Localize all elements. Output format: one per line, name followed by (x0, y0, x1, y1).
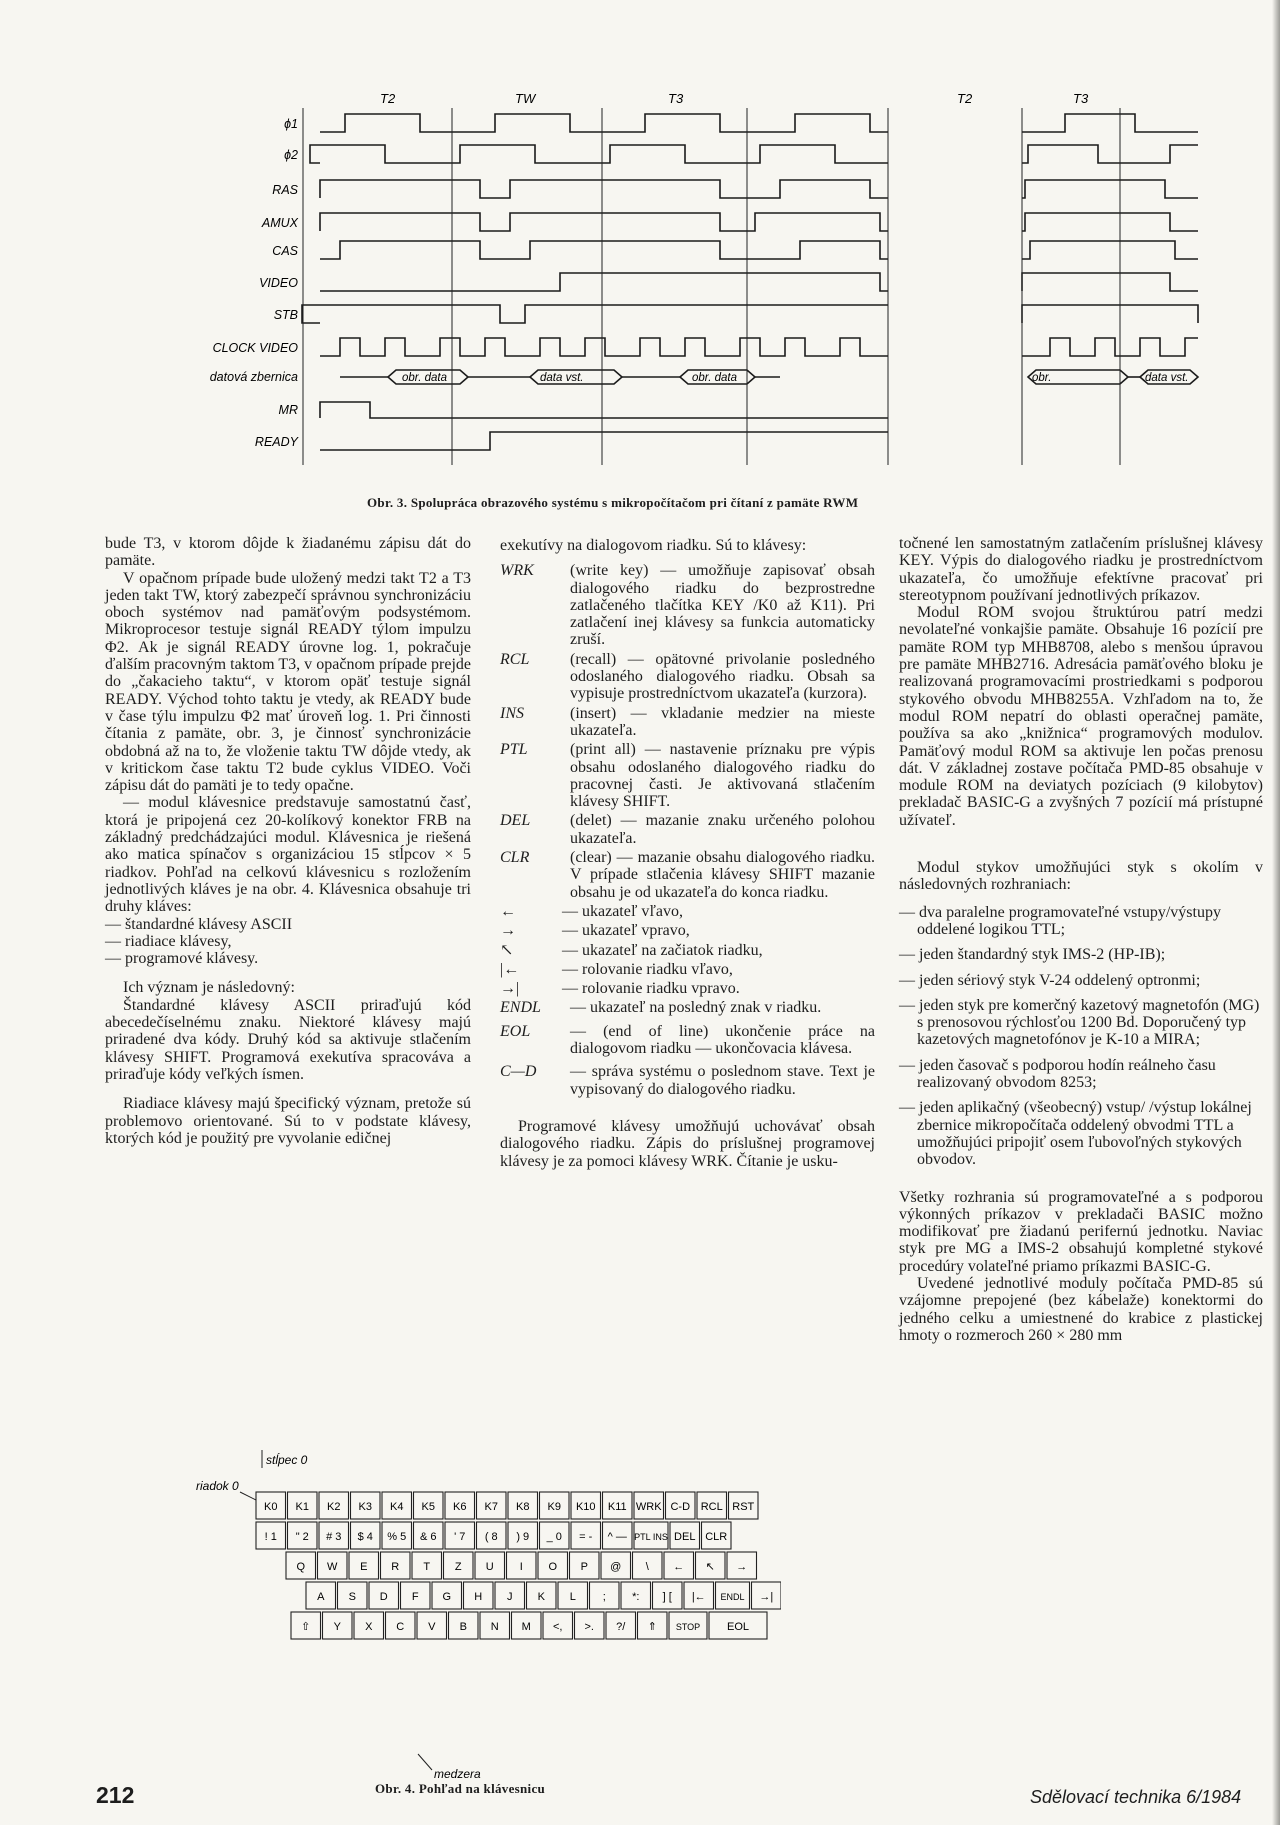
keyboard-key (558, 1582, 588, 1609)
key-label: I (519, 1561, 523, 1573)
col1-list-item: — riadiace klávesy, (105, 932, 232, 950)
col3-list-item: — jeden sériový styk V-24 oddelený optronmi; (899, 971, 1201, 989)
glossary-key: EOL (500, 1022, 531, 1040)
waveform (1022, 273, 1198, 291)
signal-label: CLOCK VIDEO (212, 341, 298, 355)
roll-right-icon: →| (500, 980, 520, 998)
key-label: D (379, 1591, 388, 1603)
key-label: ( 8 (484, 1531, 498, 1543)
keyboard-key (508, 1492, 538, 1519)
keyboard-key (382, 1522, 412, 1549)
key-label: K (537, 1591, 545, 1603)
arrow-entry-right (500, 922, 875, 939)
key-label: " 2 (295, 1531, 309, 1543)
key-label: = - (579, 1531, 593, 1543)
col3-paragraph-2: Modul ROM svojou štruktúrou patrí medzi nevolateľné vonkajšie pamäte. Obsahuje 16 pozícií pre pamäte ROM typ MHB8708, alebo s menšou úpravou pre pamäte MHB2716. Adresácia pamäťového bloku je realizovaná programovacími prostriedkami s podporou stykového obvodu MHB8255A. Vzhľadom na to, že modul ROM nepatrí do oblasti operačnej pamäte, používa sa ako „knižnica“ programových modulov. Pamäťový modul ROM sa aktivuje len počas prenosu dát. V základnej zostave počítača PMD-85 obsahuje v module ROM na deviatych pozíciach (9 kilobytov) prekladač BASIC-G a zvyšných 7 pozícií má prístupné užívateľ. (899, 604, 1263, 829)
keyboard-key (670, 1522, 700, 1549)
key-label: $ 4 (357, 1531, 373, 1543)
keyboard-key (729, 1492, 759, 1519)
col1-paragraph-6: Riadiace klávesy majú špecifický význam, pretože sú problemovo orientované. Sú to v podstate klávesy, ktorých kód je použitý pre vyvolanie edičnej (105, 1095, 471, 1147)
glossary-desc: (write key) — umožňuje zapisovať obsah dialogového riadku do bezprostredne zatlačeného tlačítka KEY /K0 až K11). Pri zatlačení inej klávesy sa funkcia automaticky zruší. (570, 562, 875, 649)
key-label: & 6 (419, 1531, 437, 1543)
keyboard-key (508, 1522, 538, 1549)
key-label: Y (333, 1621, 341, 1633)
keyboard-key (684, 1582, 714, 1609)
phase-labels (380, 91, 1089, 106)
signal-label: RAS (272, 183, 298, 197)
keyboard-key (256, 1492, 286, 1519)
keyboard-key (286, 1552, 316, 1579)
journal-name: Sdělovací technika 6/1984 (1030, 1787, 1242, 1807)
keyboard-key (666, 1492, 696, 1519)
key-label: RCL (700, 1501, 723, 1513)
row-label: riadok 0 (196, 1479, 239, 1493)
key-label: ENDL (720, 1592, 745, 1602)
col1-list-item: — programové klávesy. (105, 950, 259, 968)
col3-list-item: — jeden štandardný styk IMS-2 (HP-IB); (899, 946, 1166, 964)
phase-label: T2 (957, 91, 973, 106)
keyboard-key (601, 1552, 631, 1579)
arrow-desc: — ukazateľ vľavo, (562, 902, 683, 920)
key-label: ?/ (616, 1621, 626, 1633)
key-label: ' 7 (454, 1531, 466, 1543)
waveform (1022, 114, 1198, 132)
col3-list-item: — jeden časovač s podporou hodín reálneho času realizovaný obvodom 8253; (899, 1056, 1216, 1092)
keyboard-key (464, 1582, 494, 1609)
bus-label: data vst. (540, 372, 584, 384)
glossary-desc: (delet) — mazanie znaku určeného polohou ukazateľa. (570, 812, 875, 847)
glossary-entry-endl (500, 999, 875, 1016)
col3-paragraph-5: Uvedené jednotlivé moduly počítača PMD-85 sú vzájomne prepojené (bez kábelaže) konektormi do jedného celku a umiestnené do krabice z plastickej hmoty o rozmeroch 260 × 280 mm (899, 1274, 1263, 1344)
arrow-desc: — rolovanie riadku vľavo, (562, 960, 733, 978)
key-label: O (548, 1561, 558, 1573)
keyboard-key (512, 1612, 542, 1639)
key-label: ; (602, 1591, 606, 1603)
keyboard-key (543, 1612, 573, 1639)
key-label: K9 (547, 1501, 561, 1513)
col1-paragraph-2: V opačnom prípade bude uložený medzi takt T2 a T3 jeden takt TW, ktorý zabezpečí správnou synchronizáciu oboch systémov nad pamäťovým podsystémom. Mikroprocesor testuje signál READY týlom impulzu Φ2. Ak je signál READY úrovne log. 1, pokračuje ďalším pracovným taktom T3, v opačnom prípade prejde do „čakacieho taktu“, v ktorom opäť testuje signál READY. Východ tohto taktu je vtedy, ak READY bude v čase týlu impulzu Φ2 mať úroveň log. 1. Pri činnosti čítania z pamäte, obr. 3, je činnosť synchronizácie obdobná až na to, že vloženie taktu TW dôjde vtedy, ak v kritickom čase taktu T2 bude cyklus VIDEO. Voči zápisu dát do pamäti je to tedy opačne. (105, 569, 471, 795)
keyboard-key (480, 1612, 510, 1639)
key-label: B (459, 1621, 467, 1633)
bus-labels (402, 372, 1188, 384)
arrow-desc: — ukazateľ vpravo, (562, 922, 690, 940)
col3-list-item: — jeden styk pre komerčný kazetový magnetofón (MG) s prenosovou rýchlosťou 1200 Bd. Doporučený typ kazetových magnetofónov je K-10 a MIRA; (899, 996, 1260, 1049)
waveform (320, 241, 888, 259)
column-2 (500, 537, 875, 1170)
roll-left-icon: |← (500, 960, 520, 978)
waveform (310, 145, 888, 163)
figure3-caption: Obr. 3. Spolupráca obrazového systému s mikropočítačom pri čítaní z pamäte RWM (367, 495, 859, 510)
keyboard-key (351, 1522, 381, 1549)
keyboard-key (414, 1522, 444, 1549)
keyboard-key (633, 1552, 663, 1579)
phase-label: TW (515, 91, 536, 106)
key-label: ! 1 (264, 1531, 277, 1543)
scan-edge-shadow (1272, 0, 1280, 1825)
keyboard-key (571, 1492, 601, 1519)
key-label: K10 (575, 1501, 596, 1513)
keyboard-key (432, 1582, 462, 1609)
col1-paragraph-4: Ich význam je následovný: (123, 979, 295, 997)
col1-paragraph-5: Štandardné klávesy ASCII priraďujú kód abecedečíselnému znaku. Niektoré klávesy majú priradené dva kódy. Druhý kód sa aktivuje stlačením klávesy SHIFT. Programová exekutíva spracováva a priraďuje kódy veľkých ísmen. (105, 996, 471, 1083)
waveform (320, 180, 888, 198)
key-label: ^ — (607, 1531, 627, 1543)
waveform (1022, 213, 1198, 231)
key-label: K7 (484, 1501, 498, 1513)
keyboard-key (653, 1582, 683, 1609)
key-label: J (507, 1591, 513, 1603)
keyboard-key (306, 1582, 336, 1609)
key-label: @ (610, 1561, 622, 1573)
glossary-desc: — (end of line) ukončenie práce na dialogovom riadku — ukončovacia klávesa. (570, 1022, 875, 1058)
col3-paragraph-1: točnené len samostatným zatlačením príslušnej klávesy KEY. Výpis do dialogového riadku je prostredníctvom ukazateľa, čo umožňuje efektívne pracovať pri stereotypnom používaní jednotlivých príkazov. (899, 535, 1263, 604)
glossary-desc: (recall) — opätovné privolanie posledného odoslaného dialogového riadku. Obsah sa vypisuje prostredníctvom ukazateľa (kurzora). (570, 650, 875, 703)
keyboard-key (475, 1552, 505, 1579)
keyboard-key (319, 1522, 349, 1549)
keyboard-key (664, 1552, 694, 1579)
key-label: K3 (358, 1501, 372, 1513)
keyboard-diagram (196, 1448, 781, 1788)
signal-label: STB (273, 308, 298, 322)
keyboard-key (477, 1492, 507, 1519)
keyboard-key (621, 1582, 651, 1609)
column-1 (105, 535, 471, 1147)
signal-label: CAS (272, 244, 298, 258)
keyboard-key (702, 1522, 732, 1549)
key-label: → (736, 1561, 748, 1573)
key-label: E (360, 1561, 368, 1573)
key-label: R (391, 1561, 400, 1573)
keyboard-key (634, 1522, 668, 1549)
phase-separators (303, 108, 1120, 465)
waveform (320, 273, 888, 291)
signal-label: MR (278, 403, 298, 417)
keyboard-key (603, 1522, 633, 1549)
keyboard-key (338, 1582, 368, 1609)
keyboard-key (386, 1612, 416, 1639)
keyboard-key (382, 1492, 412, 1519)
space-pointer (418, 1754, 432, 1770)
keyboard-key (401, 1582, 431, 1609)
key-label: X (365, 1621, 373, 1633)
key-label: L (569, 1591, 576, 1603)
waveforms (302, 114, 1198, 450)
keyboard-key (634, 1492, 664, 1519)
signal-label: ϕ1 (284, 117, 298, 131)
arrow-entry-roll-left (500, 961, 875, 978)
arrow-desc: — rolovanie riadku vpravo. (562, 980, 740, 998)
key-label: C-D (670, 1501, 691, 1513)
keyboard-key (318, 1552, 348, 1579)
keyboard-key (696, 1552, 726, 1579)
waveform (320, 213, 888, 231)
waveform (1022, 338, 1198, 356)
key-label: F (411, 1591, 419, 1603)
waveform (320, 114, 888, 132)
keyboard-key (323, 1612, 353, 1639)
keyboard-key (540, 1492, 570, 1519)
key-label: |← (691, 1591, 706, 1603)
phase-label: T3 (668, 91, 684, 106)
waveform (1022, 180, 1198, 198)
col2-paragraph-1: exekutívy na dialogovom riadku. Sú to klávesy: (500, 537, 807, 554)
key-label: K6 (453, 1501, 467, 1513)
signal-label: AMUX (261, 216, 298, 230)
glossary-entry-wrk (500, 562, 875, 648)
keyboard-key (716, 1582, 750, 1609)
keyboard-key (414, 1492, 444, 1519)
keyboard-key (570, 1552, 600, 1579)
keyboard-key (709, 1612, 767, 1639)
arrow-desc: — ukazateľ na začiatok riadku, (562, 941, 763, 959)
column-label: stĺpec 0 (266, 1453, 308, 1467)
waveform (1022, 305, 1198, 323)
keyboard-key (527, 1582, 557, 1609)
glossary-entry-ptl (500, 741, 875, 810)
key-label: CLR (705, 1531, 728, 1543)
glossary-key: WRK (500, 562, 534, 580)
key-label: N (490, 1621, 499, 1633)
key-label: K0 (264, 1501, 278, 1513)
key-label: M (521, 1621, 531, 1633)
row-label-arrow (240, 1492, 256, 1500)
glossary-key: CLR (500, 849, 530, 867)
key-label: ] [ (662, 1591, 672, 1603)
phase-label: T3 (1073, 91, 1089, 106)
arrow-right-icon: → (500, 922, 516, 940)
keyboard-key (354, 1612, 384, 1639)
column-3 (899, 535, 1263, 1344)
glossary-entry-eol (500, 1023, 875, 1058)
keyboard-key (381, 1552, 411, 1579)
keyboard-key (571, 1522, 601, 1549)
glossary-key: INS (500, 704, 524, 722)
keyboard-key (752, 1582, 782, 1609)
key-label: H (474, 1591, 483, 1603)
col1-paragraph-1: bude T3, v ktorom dôjde k žiadanému zápisu dát do pamäte. (105, 535, 471, 570)
keyboard-key (495, 1582, 525, 1609)
key-label: K5 (421, 1501, 435, 1513)
arrow-entry-home (500, 942, 875, 959)
key-label: C (396, 1621, 405, 1633)
keyboard-key (319, 1492, 349, 1519)
figure4-caption: Obr. 4. Pohľad na klávesnicu (375, 1781, 546, 1796)
key-label: _ 0 (546, 1531, 562, 1543)
keyboard-key (540, 1522, 570, 1549)
glossary-desc: (print all) — nastavenie príznaku pre výpis obsahu odoslaného dialogového riadku do pracovnej časti. Je aktivovaná stlačením klávesy SHIFT. (570, 741, 875, 811)
col3-paragraph-3: Modul stykov umožňujúci styk s okolím v následovných rozhraniach: (899, 859, 1263, 894)
keyboard-key (603, 1492, 633, 1519)
keyboard-key (727, 1552, 757, 1579)
signal-label: READY (254, 435, 298, 449)
glossary-entry-del (500, 812, 875, 847)
keyboard-key (417, 1612, 447, 1639)
glossary-desc: (clear) — mazanie obsahu dialogového riadku. V prípade stlačenia klávesy SHIFT mazanie obsahu je od ukazateľa do konca riadku. (570, 849, 875, 901)
bus-label: obr. data (692, 372, 737, 384)
key-label: ⇑ (647, 1621, 657, 1633)
key-label: RST (732, 1501, 755, 1513)
col1-list-item: — štandardné klávesy ASCII (105, 915, 293, 933)
key-label: P (580, 1561, 588, 1573)
key-label: >. (584, 1621, 594, 1633)
key-label: ← (673, 1561, 685, 1573)
keyboard-key (449, 1612, 479, 1639)
waveform (1022, 145, 1198, 163)
glossary-key: RCL (500, 650, 530, 668)
key-label: ) 9 (516, 1531, 530, 1543)
key-label: K8 (516, 1501, 530, 1513)
col3-list-item: — dva paralelne programovateľné vstupy/výstupy oddelené logikou TTL; (899, 903, 1221, 938)
glossary-entry-ins (500, 705, 875, 740)
page-number: 212 (96, 1782, 135, 1808)
keyboard-key (697, 1492, 727, 1519)
glossary-desc: — ukazateľ na posledný znak v riadku. (570, 999, 822, 1017)
signal-labels (210, 117, 300, 449)
col2-paragraph-last: Programové klávesy umožňujú uchovávať obsah dialogového riadku. Zápis do príslušnej programovej klávesy je za pomoci klávesy WRK. Čítanie je usku- (500, 1117, 875, 1170)
arrow-entry-roll-right (500, 980, 875, 997)
key-label: S (348, 1591, 356, 1603)
arrow-home-icon: ↖ (500, 941, 514, 959)
key-label: V (428, 1621, 436, 1633)
keyboard-key (412, 1552, 442, 1579)
keyboard-key (445, 1522, 475, 1549)
key-label: % 5 (387, 1531, 407, 1543)
key-label: A (317, 1591, 325, 1603)
key-label: Z (454, 1561, 462, 1573)
bus-label: obr. (1032, 372, 1052, 384)
key-label: <, (553, 1621, 563, 1633)
keyboard-key (669, 1612, 707, 1639)
col3-paragraph-4: Všetky rozhrania sú programovateľné a s podporou výkonných príkazov v prekladači BASIC možno modifikovať pre žiadanú perifernú jednotku. Naviac styk pre MG a IMS-2 obsahujú kompletné stykové procedúry volateľné priamo príkazmi BASIC-G. (899, 1188, 1263, 1275)
keyboard-key (538, 1552, 568, 1579)
key-label: \ (645, 1561, 649, 1573)
key-label: WRK (635, 1501, 662, 1513)
key-label: W (327, 1561, 338, 1573)
key-label: U (485, 1561, 494, 1573)
keyboard-key (288, 1522, 318, 1549)
keyboard-key (288, 1492, 318, 1519)
waveform (320, 432, 888, 450)
signal-label: VIDEO (259, 276, 298, 290)
key-label: K1 (295, 1501, 309, 1513)
key-label: K2 (327, 1501, 341, 1513)
key-label: G (442, 1591, 452, 1603)
key-label: T (423, 1561, 431, 1573)
keyboard-key (291, 1612, 321, 1639)
key-label: ⇧ (301, 1621, 311, 1633)
keyboard-key (349, 1552, 379, 1579)
key-label: →| (759, 1591, 774, 1603)
keyboard-key (477, 1522, 507, 1549)
phase-label: T2 (380, 91, 396, 106)
keyboard-key (575, 1612, 605, 1639)
timing-diagram (180, 80, 1205, 480)
key-label: DEL (674, 1531, 696, 1543)
waveform (320, 402, 888, 418)
key-label: ↖ (705, 1561, 715, 1573)
key-label: K4 (390, 1501, 404, 1513)
keyboard-key (445, 1492, 475, 1519)
signal-label: datová zbernica (209, 370, 298, 384)
keyboard-key (606, 1612, 636, 1639)
key-label: Q (296, 1561, 306, 1573)
glossary-entry-rcl (500, 651, 875, 703)
col3-list-item: — jeden aplikačný (všeobecný) vstup/ /výstup lokálnej zbernice mikropočítača oddelený obvodmi TTL a umožňujúci pripojiť osem ľubovoľných stykových obvodov. (899, 1099, 1252, 1169)
bus-label: data vst. (1145, 372, 1189, 384)
keyboard-key (369, 1582, 399, 1609)
key-label: *: (632, 1591, 640, 1603)
glossary-desc: — správa systému o poslednom stave. Text je vypisovaný do dialogového riadku. (570, 1063, 875, 1098)
col1-paragraph-3: — modul klávesnice predstavuje samostatnú časť, ktorá je pripojená cez 20-kolíkový konektor FRB na základný predchádzajúci modul. Klávesnica je riešená ako matica spínačov s organizáciou 15 stĺpcov × 5 riadkov. Pohľad na celkovú klávesnicu s rozložením jednotlivých kláves je na obr. 4. Klávesnica obsahuje tri druhy kláves: (105, 794, 471, 916)
keyboard-key (444, 1552, 474, 1579)
keyboard-key (590, 1582, 620, 1609)
glossary-entry-cd (500, 1063, 875, 1098)
waveform (302, 305, 888, 323)
glossary-desc: (insert) — vkladanie medzier na mieste ukazateľa. (570, 704, 875, 739)
key-label: # 3 (326, 1531, 342, 1543)
glossary-key: ENDL (500, 999, 541, 1017)
arrow-left-icon: ← (500, 902, 516, 920)
keyboard-key (256, 1522, 286, 1549)
keyboard-key (507, 1552, 537, 1579)
waveform (1022, 241, 1198, 259)
glossary-entry-clr (500, 849, 875, 901)
keyboard-key (351, 1492, 381, 1519)
glossary-key: C—D (500, 1063, 537, 1081)
space-label: medzera (434, 1767, 481, 1781)
glossary-key: DEL (500, 812, 531, 830)
glossary-key: PTL (500, 741, 528, 759)
bus-label: obr. data (402, 372, 447, 384)
keyboard-keys (256, 1492, 781, 1639)
signal-label: ϕ2 (284, 148, 298, 162)
waveform (320, 338, 888, 356)
key-label: EOL (726, 1621, 750, 1633)
arrow-entry-left (500, 903, 875, 920)
key-label: K11 (607, 1501, 627, 1513)
key-label: PTL INS (634, 1532, 668, 1542)
keyboard-key (638, 1612, 668, 1639)
key-label: STOP (675, 1622, 701, 1632)
